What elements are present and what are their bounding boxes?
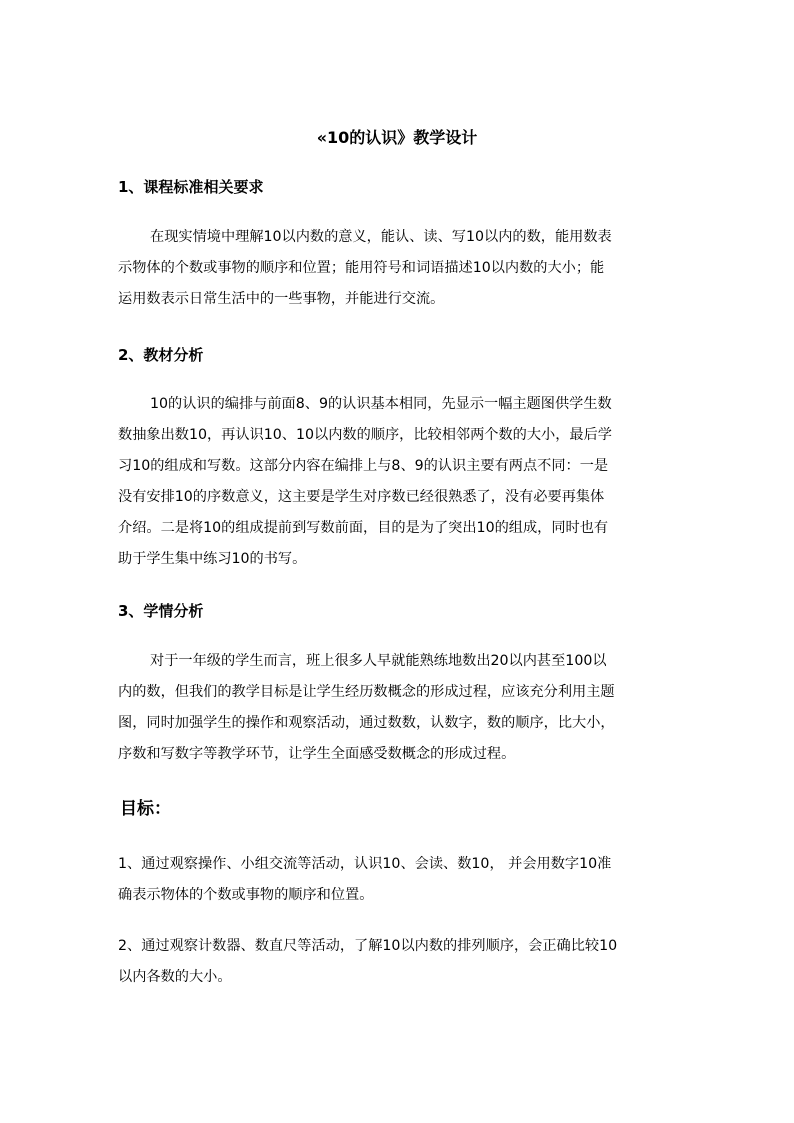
paragraph-line: 确表示物体的个数或事物的顺序和位置。 (118, 887, 374, 903)
paragraph-line: 图，同时加强学生的操作和观察活动，通过数数，认数字，数的顺序，比大小， (118, 715, 615, 731)
paragraph-line: 数抽象出数10，再认识10、10以内数的顺序，比较相邻两个数的大小，最后学 (118, 427, 612, 443)
paragraph-line: 没有安排10的序数意义，这主要是学生对序数已经很熟悉了，没有必要再集体 (118, 489, 605, 505)
section-paragraph-textbook-analysis (118, 389, 688, 575)
paragraph-line: 1、通过观察操作、小组交流等活动，认识10、会读、数10， 并会用数字10准 (118, 856, 612, 872)
paragraph-line: 序数和写数字等教学环节，让学生全面感受数概念的形成过程。 (118, 746, 516, 762)
paragraph-line: 对于一年级的学生而言，班上很多人早就能熟练地数出20以内甚至100以 (150, 653, 607, 669)
paragraph-line: 助于学生集中练习10的书写。 (118, 551, 307, 567)
paragraph-line: 在现实情境中理解10以内数的意义，能认、读、写10以内的数，能用数表 (150, 229, 612, 245)
document-title: «10的认识》教学设计 (316, 128, 478, 147)
section-heading-curriculum-standards: 1、课程标准相关要求 (118, 178, 264, 196)
paragraph-line: 示物体的个数或事物的顺序和位置；能用符号和词语描述10以内数的大小；能 (118, 260, 605, 276)
section-paragraph-student-analysis (118, 646, 688, 770)
goal-item-1 (118, 849, 688, 911)
paragraph-line: 2、通过观察计数器、数直尺等活动，了解10以内数的排列顺序，会正确比较10 (118, 938, 618, 954)
paragraph-line: 内的数，但我们的教学目标是让学生经历数概念的形成过程，应该充分利用主题 (118, 684, 615, 700)
paragraph-line: 习10的组成和写数。这部分内容在编排上与8、9的认识主要有两点不同：一是 (118, 458, 609, 474)
paragraph-line: 10的认识的编排与前面8、9的认识基本相同，先显示一幅主题图供学生数 (150, 396, 612, 412)
paragraph-line: 介绍。二是将10的组成提前到写数前面，目的是为了突出10的组成，同时也有 (118, 520, 609, 536)
paragraph-line: 运用数表示日常生活中的一些事物，并能进行交流。 (118, 291, 445, 307)
section-heading-student-analysis: 3、学情分析 (118, 602, 204, 620)
section-paragraph-curriculum-standards (118, 222, 688, 315)
section-heading-textbook-analysis: 2、教材分析 (118, 346, 204, 364)
goals-heading: 目标： (120, 799, 171, 819)
paragraph-line: 以内各数的大小。 (118, 969, 232, 985)
goal-item-2 (118, 931, 688, 993)
